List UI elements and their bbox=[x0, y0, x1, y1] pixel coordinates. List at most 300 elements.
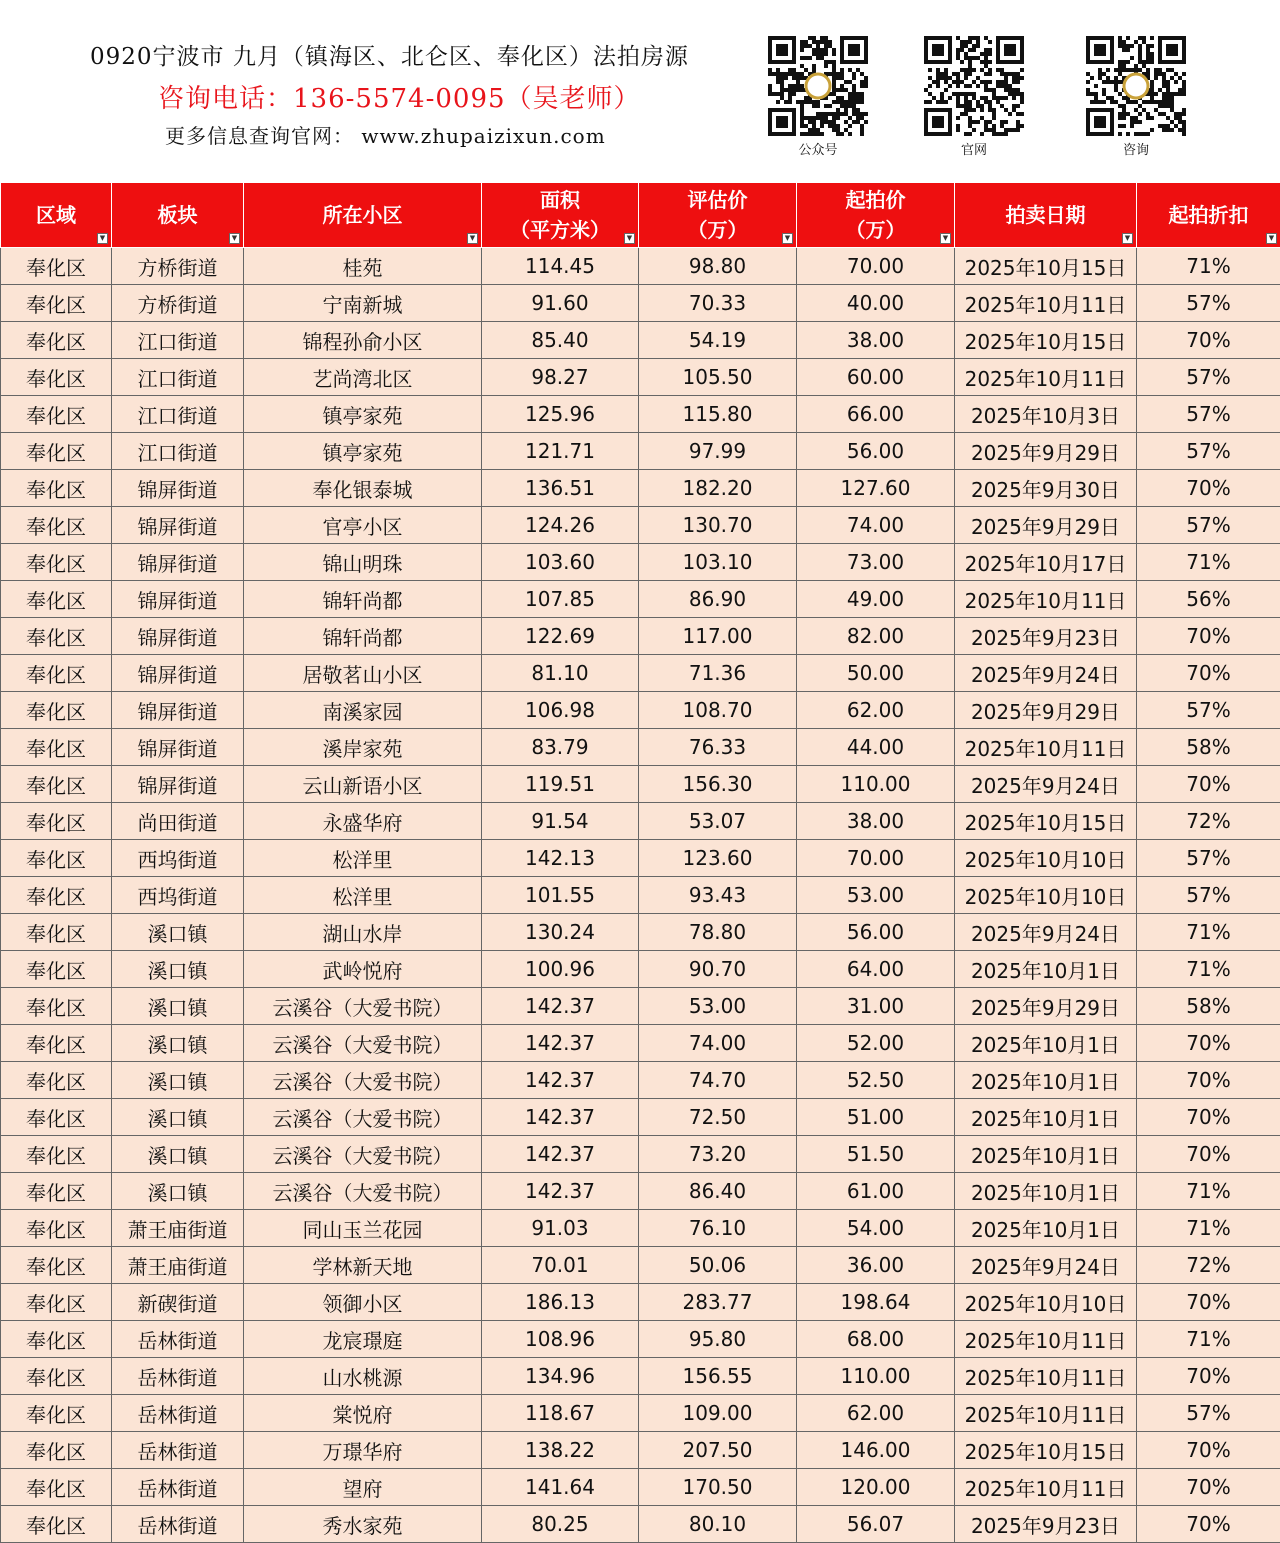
consult-phone: 咨询电话：136-5574-0095（吴老师） bbox=[158, 78, 641, 115]
table-cell: 103.10 bbox=[639, 544, 797, 581]
table-cell: 奉化区 bbox=[1, 914, 112, 951]
table-cell: 溪口镇 bbox=[112, 1173, 244, 1210]
table-cell: 奉化区 bbox=[1, 1506, 112, 1543]
table-cell: 秀水家苑 bbox=[244, 1506, 482, 1543]
column-header-label: 板块 bbox=[112, 200, 243, 230]
table-cell: 奉化区 bbox=[1, 322, 112, 359]
qr-code-icon bbox=[924, 36, 1024, 136]
table-cell: 2025年10月3日 bbox=[955, 396, 1137, 433]
table-cell: 2025年9月23日 bbox=[955, 618, 1137, 655]
table-cell: 南溪家园 bbox=[244, 692, 482, 729]
table-cell: 105.50 bbox=[639, 359, 797, 396]
table-cell: 云山新语小区 bbox=[244, 766, 482, 803]
column-header[interactable] bbox=[1137, 183, 1280, 248]
table-cell: 71% bbox=[1137, 1321, 1280, 1358]
table-cell: 80.25 bbox=[482, 1506, 639, 1543]
table-cell: 64.00 bbox=[797, 951, 955, 988]
column-header-label: 拍卖日期 bbox=[955, 200, 1136, 230]
table-cell: 奉化区 bbox=[1, 655, 112, 692]
table-cell: 91.60 bbox=[482, 285, 639, 322]
table-cell: 97.99 bbox=[639, 433, 797, 470]
table-cell: 119.51 bbox=[482, 766, 639, 803]
table-cell: 57% bbox=[1137, 285, 1280, 322]
table-cell: 2025年10月11日 bbox=[955, 1395, 1137, 1432]
table-cell: 54.00 bbox=[797, 1210, 955, 1247]
table-cell: 58% bbox=[1137, 729, 1280, 766]
auction-table bbox=[0, 182, 1280, 1543]
table-cell: 72.50 bbox=[639, 1099, 797, 1136]
table-cell: 57% bbox=[1137, 359, 1280, 396]
table-cell: 奉化区 bbox=[1, 581, 112, 618]
table-cell: 溪口镇 bbox=[112, 951, 244, 988]
column-header-label: 面积 （平方米） bbox=[482, 185, 638, 245]
table-cell: 镇亭家苑 bbox=[244, 396, 482, 433]
table-cell: 西坞街道 bbox=[112, 877, 244, 914]
column-header[interactable] bbox=[797, 183, 955, 248]
table-cell: 80.10 bbox=[639, 1506, 797, 1543]
table-cell: 114.45 bbox=[482, 248, 639, 285]
table-row bbox=[1, 285, 1280, 322]
qr-wechat bbox=[768, 36, 868, 158]
table-cell: 283.77 bbox=[639, 1284, 797, 1321]
table-cell: 望府 bbox=[244, 1469, 482, 1506]
table-row bbox=[1, 1469, 1280, 1506]
table-cell: 51.50 bbox=[797, 1136, 955, 1173]
table-cell: 57% bbox=[1137, 692, 1280, 729]
filter-dropdown-icon[interactable]: ▼ bbox=[467, 233, 478, 244]
table-cell: 142.37 bbox=[482, 1173, 639, 1210]
table-cell: 奉化区 bbox=[1, 692, 112, 729]
table-row bbox=[1, 692, 1280, 729]
table-cell: 锦屏街道 bbox=[112, 544, 244, 581]
table-row bbox=[1, 840, 1280, 877]
table-cell: 2025年10月1日 bbox=[955, 1062, 1137, 1099]
table-cell: 锦屏街道 bbox=[112, 766, 244, 803]
qr-caption: 官网 bbox=[924, 139, 1024, 158]
table-cell: 124.26 bbox=[482, 507, 639, 544]
table-cell: 奉化区 bbox=[1, 766, 112, 803]
filter-dropdown-icon[interactable]: ▼ bbox=[1122, 233, 1133, 244]
table-cell: 122.69 bbox=[482, 618, 639, 655]
table-cell: 70% bbox=[1137, 1358, 1280, 1395]
table-row bbox=[1, 544, 1280, 581]
column-header[interactable] bbox=[112, 183, 244, 248]
table-cell: 奉化区 bbox=[1, 1247, 112, 1284]
filter-dropdown-icon[interactable]: ▼ bbox=[624, 233, 635, 244]
table-cell: 溪口镇 bbox=[112, 1062, 244, 1099]
table-cell: 奉化区 bbox=[1, 1210, 112, 1247]
table-cell: 奉化区 bbox=[1, 359, 112, 396]
column-header[interactable] bbox=[244, 183, 482, 248]
table-cell: 2025年9月29日 bbox=[955, 507, 1137, 544]
table-cell: 2025年9月24日 bbox=[955, 655, 1137, 692]
table-cell: 2025年10月11日 bbox=[955, 359, 1137, 396]
table-cell: 居敬茗山小区 bbox=[244, 655, 482, 692]
table-cell: 云溪谷（大爱书院） bbox=[244, 1099, 482, 1136]
table-cell: 44.00 bbox=[797, 729, 955, 766]
table-cell: 云溪谷（大爱书院） bbox=[244, 1173, 482, 1210]
table-cell: 74.00 bbox=[797, 507, 955, 544]
table-cell: 70% bbox=[1137, 1432, 1280, 1469]
table-cell: 奉化区 bbox=[1, 1099, 112, 1136]
table-cell: 2025年9月30日 bbox=[955, 470, 1137, 507]
filter-dropdown-icon[interactable]: ▼ bbox=[97, 233, 108, 244]
filter-dropdown-icon[interactable]: ▼ bbox=[782, 233, 793, 244]
table-cell: 50.00 bbox=[797, 655, 955, 692]
table-row bbox=[1, 803, 1280, 840]
table-cell: 溪口镇 bbox=[112, 1099, 244, 1136]
table-cell: 2025年10月11日 bbox=[955, 581, 1137, 618]
table-cell: 56.00 bbox=[797, 433, 955, 470]
table-cell: 锦屏街道 bbox=[112, 692, 244, 729]
table-cell: 98.27 bbox=[482, 359, 639, 396]
table-cell: 奉化区 bbox=[1, 507, 112, 544]
table-cell: 2025年10月1日 bbox=[955, 1136, 1137, 1173]
table-row bbox=[1, 1173, 1280, 1210]
table-cell: 127.60 bbox=[797, 470, 955, 507]
table-row bbox=[1, 877, 1280, 914]
table-cell: 72% bbox=[1137, 1247, 1280, 1284]
column-header[interactable] bbox=[482, 183, 639, 248]
table-cell: 109.00 bbox=[639, 1395, 797, 1432]
table-cell: 91.03 bbox=[482, 1210, 639, 1247]
table-cell: 奉化区 bbox=[1, 470, 112, 507]
table-cell: 56% bbox=[1137, 581, 1280, 618]
table-cell: 142.37 bbox=[482, 988, 639, 1025]
column-header-label: 评估价 （万） bbox=[639, 185, 796, 245]
table-row bbox=[1, 507, 1280, 544]
table-cell: 2025年10月11日 bbox=[955, 729, 1137, 766]
table-cell: 71% bbox=[1137, 1173, 1280, 1210]
table-row bbox=[1, 1506, 1280, 1543]
column-header[interactable] bbox=[1, 183, 112, 248]
table-cell: 桂苑 bbox=[244, 248, 482, 285]
table-cell: 山水桃源 bbox=[244, 1358, 482, 1395]
table-cell: 锦屏街道 bbox=[112, 581, 244, 618]
table-cell: 萧王庙街道 bbox=[112, 1247, 244, 1284]
table-cell: 186.13 bbox=[482, 1284, 639, 1321]
table-cell: 奉化区 bbox=[1, 248, 112, 285]
table-cell: 71.36 bbox=[639, 655, 797, 692]
table-cell: 奉化区 bbox=[1, 988, 112, 1025]
table-cell: 2025年10月11日 bbox=[955, 1321, 1137, 1358]
column-header-label: 区域 bbox=[1, 200, 111, 230]
table-row bbox=[1, 1247, 1280, 1284]
table-cell: 艺尚湾北区 bbox=[244, 359, 482, 396]
table-cell: 万璟华府 bbox=[244, 1432, 482, 1469]
table-row bbox=[1, 1062, 1280, 1099]
table-cell: 2025年10月1日 bbox=[955, 951, 1137, 988]
table-cell: 95.80 bbox=[639, 1321, 797, 1358]
table-cell: 武岭悦府 bbox=[244, 951, 482, 988]
table-cell: 奉化区 bbox=[1, 1025, 112, 1062]
table-cell: 锦程孙俞小区 bbox=[244, 322, 482, 359]
table-cell: 学林新天地 bbox=[244, 1247, 482, 1284]
table-row bbox=[1, 988, 1280, 1025]
table-cell: 141.64 bbox=[482, 1469, 639, 1506]
table-cell: 溪口镇 bbox=[112, 1136, 244, 1173]
table-cell: 奉化区 bbox=[1, 1062, 112, 1099]
table-cell: 江口街道 bbox=[112, 322, 244, 359]
table-cell: 57% bbox=[1137, 840, 1280, 877]
table-row bbox=[1, 951, 1280, 988]
table-cell: 70% bbox=[1137, 655, 1280, 692]
table-cell: 130.24 bbox=[482, 914, 639, 951]
table-cell: 尚田街道 bbox=[112, 803, 244, 840]
table-cell: 73.00 bbox=[797, 544, 955, 581]
table-cell: 51.00 bbox=[797, 1099, 955, 1136]
filter-dropdown-icon[interactable]: ▼ bbox=[1266, 233, 1277, 244]
table-cell: 73.20 bbox=[639, 1136, 797, 1173]
table-cell: 142.37 bbox=[482, 1099, 639, 1136]
table-cell: 74.00 bbox=[639, 1025, 797, 1062]
table-cell: 奉化银泰城 bbox=[244, 470, 482, 507]
table-cell: 锦轩尚都 bbox=[244, 581, 482, 618]
table-cell: 新碶街道 bbox=[112, 1284, 244, 1321]
table-cell: 2025年10月1日 bbox=[955, 1173, 1137, 1210]
table-cell: 奉化区 bbox=[1, 1321, 112, 1358]
table-header-row bbox=[1, 183, 1280, 248]
table-cell: 奉化区 bbox=[1, 1173, 112, 1210]
table-cell: 奉化区 bbox=[1, 544, 112, 581]
table-row bbox=[1, 581, 1280, 618]
table-cell: 78.80 bbox=[639, 914, 797, 951]
table-cell: 2025年10月17日 bbox=[955, 544, 1137, 581]
table-cell: 2025年9月24日 bbox=[955, 1247, 1137, 1284]
table-cell: 2025年10月15日 bbox=[955, 803, 1137, 840]
table-cell: 81.10 bbox=[482, 655, 639, 692]
table-cell: 38.00 bbox=[797, 322, 955, 359]
table-cell: 2025年9月24日 bbox=[955, 766, 1137, 803]
table-cell: 70% bbox=[1137, 1469, 1280, 1506]
table-row bbox=[1, 1025, 1280, 1062]
table-cell: 奉化区 bbox=[1, 618, 112, 655]
table-cell: 2025年9月29日 bbox=[955, 988, 1137, 1025]
table-cell: 奉化区 bbox=[1, 729, 112, 766]
table-cell: 110.00 bbox=[797, 766, 955, 803]
table-cell: 70% bbox=[1137, 1506, 1280, 1543]
table-cell: 镇亭家苑 bbox=[244, 433, 482, 470]
table-row bbox=[1, 248, 1280, 285]
table-cell: 70% bbox=[1137, 470, 1280, 507]
table-cell: 71% bbox=[1137, 951, 1280, 988]
table-cell: 江口街道 bbox=[112, 433, 244, 470]
table-cell: 170.50 bbox=[639, 1469, 797, 1506]
table-cell: 71% bbox=[1137, 544, 1280, 581]
table-row bbox=[1, 618, 1280, 655]
table-row bbox=[1, 1358, 1280, 1395]
table-cell: 56.00 bbox=[797, 914, 955, 951]
table-row bbox=[1, 1136, 1280, 1173]
table-cell: 70.33 bbox=[639, 285, 797, 322]
table-cell: 云溪谷（大爱书院） bbox=[244, 1025, 482, 1062]
page-title: 0920宁波市 九月（镇海区、北仑区、奉化区）法拍房源 bbox=[90, 38, 689, 71]
table-cell: 57% bbox=[1137, 507, 1280, 544]
table-cell: 61.00 bbox=[797, 1173, 955, 1210]
table-cell: 奉化区 bbox=[1, 285, 112, 322]
table-body bbox=[1, 248, 1280, 1543]
table-cell: 31.00 bbox=[797, 988, 955, 1025]
table-cell: 70% bbox=[1137, 766, 1280, 803]
table-cell: 奉化区 bbox=[1, 1136, 112, 1173]
table-cell: 2025年10月10日 bbox=[955, 877, 1137, 914]
table-row bbox=[1, 1395, 1280, 1432]
column-header-label: 所在小区 bbox=[244, 200, 481, 230]
table-cell: 2025年10月1日 bbox=[955, 1099, 1137, 1136]
table-cell: 82.00 bbox=[797, 618, 955, 655]
table-cell: 溪口镇 bbox=[112, 914, 244, 951]
table-cell: 领御小区 bbox=[244, 1284, 482, 1321]
qr-caption: 咨询 bbox=[1086, 139, 1186, 158]
table-cell: 松洋里 bbox=[244, 840, 482, 877]
table-row bbox=[1, 1321, 1280, 1358]
table-cell: 53.00 bbox=[639, 988, 797, 1025]
table-row bbox=[1, 359, 1280, 396]
table-cell: 71% bbox=[1137, 248, 1280, 285]
table-cell: 86.90 bbox=[639, 581, 797, 618]
table-cell: 岳林街道 bbox=[112, 1469, 244, 1506]
table-cell: 70% bbox=[1137, 1136, 1280, 1173]
table-cell: 52.50 bbox=[797, 1062, 955, 1099]
table-cell: 62.00 bbox=[797, 1395, 955, 1432]
table-cell: 71% bbox=[1137, 914, 1280, 951]
table-cell: 2025年10月10日 bbox=[955, 840, 1137, 877]
table-cell: 松洋里 bbox=[244, 877, 482, 914]
table-cell: 156.55 bbox=[639, 1358, 797, 1395]
table-cell: 溪口镇 bbox=[112, 1025, 244, 1062]
website-info: 更多信息查询官网： www.zhupaizixun.com bbox=[165, 120, 606, 149]
table-cell: 103.60 bbox=[482, 544, 639, 581]
table-cell: 100.96 bbox=[482, 951, 639, 988]
column-header[interactable] bbox=[639, 183, 797, 248]
table-cell: 156.30 bbox=[639, 766, 797, 803]
table-cell: 2025年10月11日 bbox=[955, 1358, 1137, 1395]
table-cell: 江口街道 bbox=[112, 359, 244, 396]
table-cell: 136.51 bbox=[482, 470, 639, 507]
table-cell: 西坞街道 bbox=[112, 840, 244, 877]
table-row bbox=[1, 914, 1280, 951]
table-cell: 53.07 bbox=[639, 803, 797, 840]
column-header[interactable] bbox=[955, 183, 1137, 248]
table-cell: 溪岸家苑 bbox=[244, 729, 482, 766]
table-cell: 76.10 bbox=[639, 1210, 797, 1247]
qr-website bbox=[924, 36, 1024, 158]
table-cell: 龙宸璟庭 bbox=[244, 1321, 482, 1358]
table-cell: 奉化区 bbox=[1, 396, 112, 433]
table-row bbox=[1, 470, 1280, 507]
table-cell: 52.00 bbox=[797, 1025, 955, 1062]
table-cell: 68.00 bbox=[797, 1321, 955, 1358]
table-cell: 83.79 bbox=[482, 729, 639, 766]
qr-code-icon bbox=[1086, 36, 1186, 136]
table-cell: 2025年10月1日 bbox=[955, 1025, 1137, 1062]
table-cell: 56.07 bbox=[797, 1506, 955, 1543]
table-cell: 奉化区 bbox=[1, 877, 112, 914]
table-cell: 2025年10月15日 bbox=[955, 1432, 1137, 1469]
table-cell: 2025年10月11日 bbox=[955, 1469, 1137, 1506]
table-cell: 2025年10月1日 bbox=[955, 1210, 1137, 1247]
table-cell: 57% bbox=[1137, 877, 1280, 914]
table-cell: 142.37 bbox=[482, 1062, 639, 1099]
table-cell: 70.00 bbox=[797, 248, 955, 285]
table-cell: 108.70 bbox=[639, 692, 797, 729]
table-cell: 2025年10月11日 bbox=[955, 285, 1137, 322]
column-header-label: 起拍价 （万） bbox=[797, 185, 954, 245]
table-cell: 58% bbox=[1137, 988, 1280, 1025]
table-cell: 134.96 bbox=[482, 1358, 639, 1395]
table-cell: 锦轩尚都 bbox=[244, 618, 482, 655]
table-cell: 70% bbox=[1137, 1099, 1280, 1136]
table-cell: 85.40 bbox=[482, 322, 639, 359]
table-cell: 奉化区 bbox=[1, 1358, 112, 1395]
table-cell: 奉化区 bbox=[1, 1284, 112, 1321]
table-cell: 2025年10月10日 bbox=[955, 1284, 1137, 1321]
table-row bbox=[1, 766, 1280, 803]
table-cell: 奉化区 bbox=[1, 1469, 112, 1506]
qr-code-icon bbox=[768, 36, 868, 136]
filter-dropdown-icon[interactable]: ▼ bbox=[940, 233, 951, 244]
table-cell: 棠悦府 bbox=[244, 1395, 482, 1432]
table-cell: 锦山明珠 bbox=[244, 544, 482, 581]
table-cell: 2025年9月23日 bbox=[955, 1506, 1137, 1543]
table-cell: 57% bbox=[1137, 396, 1280, 433]
table-cell: 2025年9月24日 bbox=[955, 914, 1137, 951]
filter-dropdown-icon[interactable]: ▼ bbox=[229, 233, 240, 244]
table-cell: 74.70 bbox=[639, 1062, 797, 1099]
table-cell: 142.37 bbox=[482, 1025, 639, 1062]
table-cell: 溪口镇 bbox=[112, 988, 244, 1025]
table-cell: 奉化区 bbox=[1, 1432, 112, 1469]
table-cell: 锦屏街道 bbox=[112, 470, 244, 507]
table-cell: 70.00 bbox=[797, 840, 955, 877]
table-cell: 锦屏街道 bbox=[112, 618, 244, 655]
table-cell: 106.98 bbox=[482, 692, 639, 729]
table-cell: 138.22 bbox=[482, 1432, 639, 1469]
table-row bbox=[1, 729, 1280, 766]
table-row bbox=[1, 1210, 1280, 1247]
table-cell: 91.54 bbox=[482, 803, 639, 840]
table-cell: 130.70 bbox=[639, 507, 797, 544]
table-cell: 115.80 bbox=[639, 396, 797, 433]
table-cell: 奉化区 bbox=[1, 840, 112, 877]
table-cell: 93.43 bbox=[639, 877, 797, 914]
table-cell: 岳林街道 bbox=[112, 1321, 244, 1358]
table-cell: 118.67 bbox=[482, 1395, 639, 1432]
table-cell: 官亭小区 bbox=[244, 507, 482, 544]
page-header bbox=[0, 0, 1280, 180]
table-cell: 198.64 bbox=[797, 1284, 955, 1321]
table-cell: 60.00 bbox=[797, 359, 955, 396]
table-cell: 云溪谷（大爱书院） bbox=[244, 988, 482, 1025]
table-cell: 76.33 bbox=[639, 729, 797, 766]
table-cell: 奉化区 bbox=[1, 1395, 112, 1432]
table-cell: 70% bbox=[1137, 1284, 1280, 1321]
qr-consult bbox=[1086, 36, 1186, 158]
table-cell: 40.00 bbox=[797, 285, 955, 322]
table-cell: 101.55 bbox=[482, 877, 639, 914]
table-cell: 86.40 bbox=[639, 1173, 797, 1210]
table-cell: 岳林街道 bbox=[112, 1395, 244, 1432]
table-cell: 岳林街道 bbox=[112, 1358, 244, 1395]
table-row bbox=[1, 433, 1280, 470]
table-cell: 53.00 bbox=[797, 877, 955, 914]
table-cell: 123.60 bbox=[639, 840, 797, 877]
table-cell: 2025年9月29日 bbox=[955, 433, 1137, 470]
table-cell: 2025年10月15日 bbox=[955, 322, 1137, 359]
table-cell: 142.13 bbox=[482, 840, 639, 877]
table-cell: 207.50 bbox=[639, 1432, 797, 1469]
table-cell: 146.00 bbox=[797, 1432, 955, 1469]
